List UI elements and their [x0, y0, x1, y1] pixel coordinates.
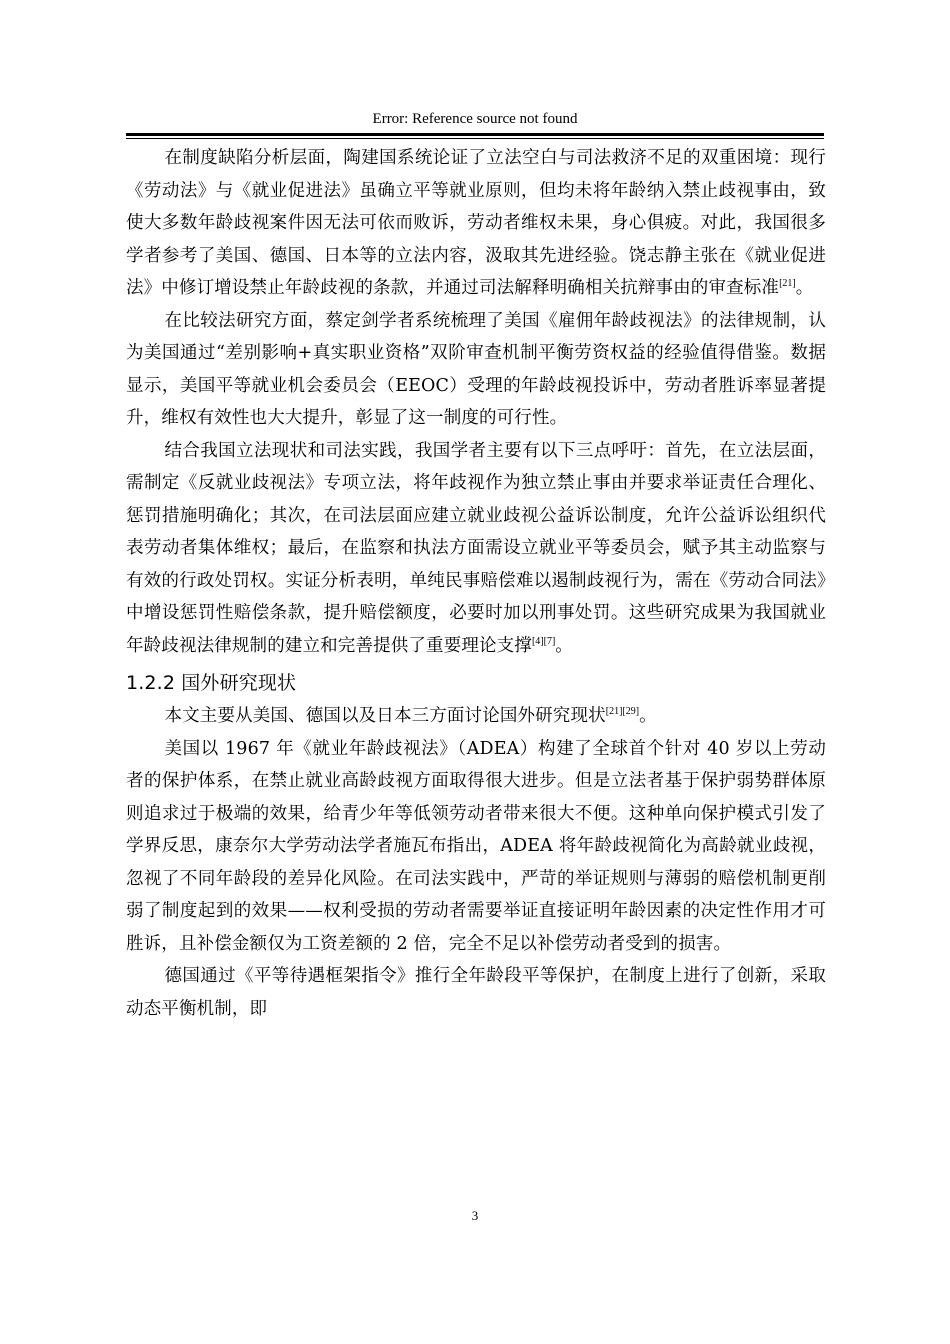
- citation-ref: [21][29]: [605, 706, 640, 717]
- header-rule-thick: [126, 133, 824, 136]
- paragraph-tail: 。: [795, 278, 814, 298]
- page-number: 3: [471, 1208, 479, 1223]
- paragraph-text: 在比较法研究方面，蔡定剑学者系统梳理了美国《雇佣年龄歧视法》的法律规制，认为美国通过“差别影响+真实职业资格”双阶审查机制平衡劳资权益的经验值得借鉴。数据显示，美国平等就业机会委员会（EEOC）受理的年龄歧视投诉中，劳动者胜诉率显著提升，维权有效性也大大提升，彰显了这一制度的可行性。: [126, 310, 826, 428]
- body-text: [126, 142, 826, 1025]
- section-heading: 1.2.2 国外研究现状: [126, 672, 297, 694]
- running-header: Error: Reference source not found: [372, 111, 578, 127]
- paragraph-text: 本文主要从美国、德国以及日本三方面讨论国外研究现状: [164, 706, 606, 726]
- paragraph-tail: 。: [555, 635, 573, 656]
- header-rule-thin: [126, 138, 824, 139]
- citation-ref: [4][7]: [531, 635, 556, 647]
- paragraph-text: 在制度缺陷分析层面，陶建国系统论证了立法空白与司法救济不足的双重困境：现行《劳动法》与《就业促进法》虽确立平等就业原则，但均未将年龄纳入禁止歧视事由，致使大多数年龄歧视案件因无法可依而败诉，劳动者维权未果，身心俱疲。对此，我国很多学者参考了美国、德国、日本等的立法内容，汲取其先进经验。饶志静主张在《就业促进法》中修订增设禁止年龄歧视的条款，并通过司法解释明确相关抗辩事由的审查标准: [126, 148, 826, 298]
- paragraph-germany: [126, 960, 826, 1025]
- paragraph-foreign-intro: [126, 700, 826, 733]
- paragraph-text: 德国通过《平等待遇框架指令》推行全年龄段平等保护，在制度上进行了创新，采取动态平衡机制，即: [126, 966, 826, 1019]
- paragraph-tail: 。: [639, 706, 657, 726]
- paragraph-usa: [126, 733, 826, 961]
- paragraph-institutional-defects: [126, 142, 826, 305]
- paragraph-text: 结合我国立法现状和司法实践，我国学者主要有以下三点呼吁：首先，在立法层面，需制定《反就业歧视法》专项立法，将年歧视作为独立禁止事由并要求举证责任合理化、惩罚措施明确化；其次，在司法层面应建立就业歧视公益诉讼制度，允许公益诉讼组织代表劳动者集体维权；最后，在监察和执法方面需设立就业平等委员会，赋予其主动监察与有效的行政处罚权。实证分析表明，单纯民事赔偿难以遏制歧视行为，需在《劳动合同法》中增设惩罚性赔偿条款，提升赔偿额度，必要时加以刑事处罚。这些研究成果为我国就业年龄歧视法律规制的建立和完善提供了重要理论支撑: [126, 440, 826, 656]
- paragraph-text: 美国以 1967 年《就业年龄歧视法》（ADEA）构建了全球首个针对 40 岁以上劳动者的保护体系，在禁止就业高龄歧视方面取得很大进步。但是立法者基于保护弱势群体原则追求过于极端的效果，给青少年等低领劳动者带来很大不便。这种单向保护模式引发了学界反思，康奈尔大学劳动法学者施瓦布指出，ADEA 将年龄歧视简化为高龄就业歧视，忽视了不同年龄段的差异化风险。在司法实践中，严苛的举证规则与薄弱的赔偿机制更削弱了制度起到的效果——权利受损的劳动者需要举证直接证明年龄因素的决定性作用才可胜诉，且补偿金额仅为工资差额的 2 倍，完全不足以补偿劳动者受到的损害。: [126, 738, 826, 954]
- paragraph-comparative-law: [126, 305, 826, 435]
- paragraph-scholar-proposals: [126, 435, 826, 663]
- citation-ref: [21]: [779, 278, 796, 289]
